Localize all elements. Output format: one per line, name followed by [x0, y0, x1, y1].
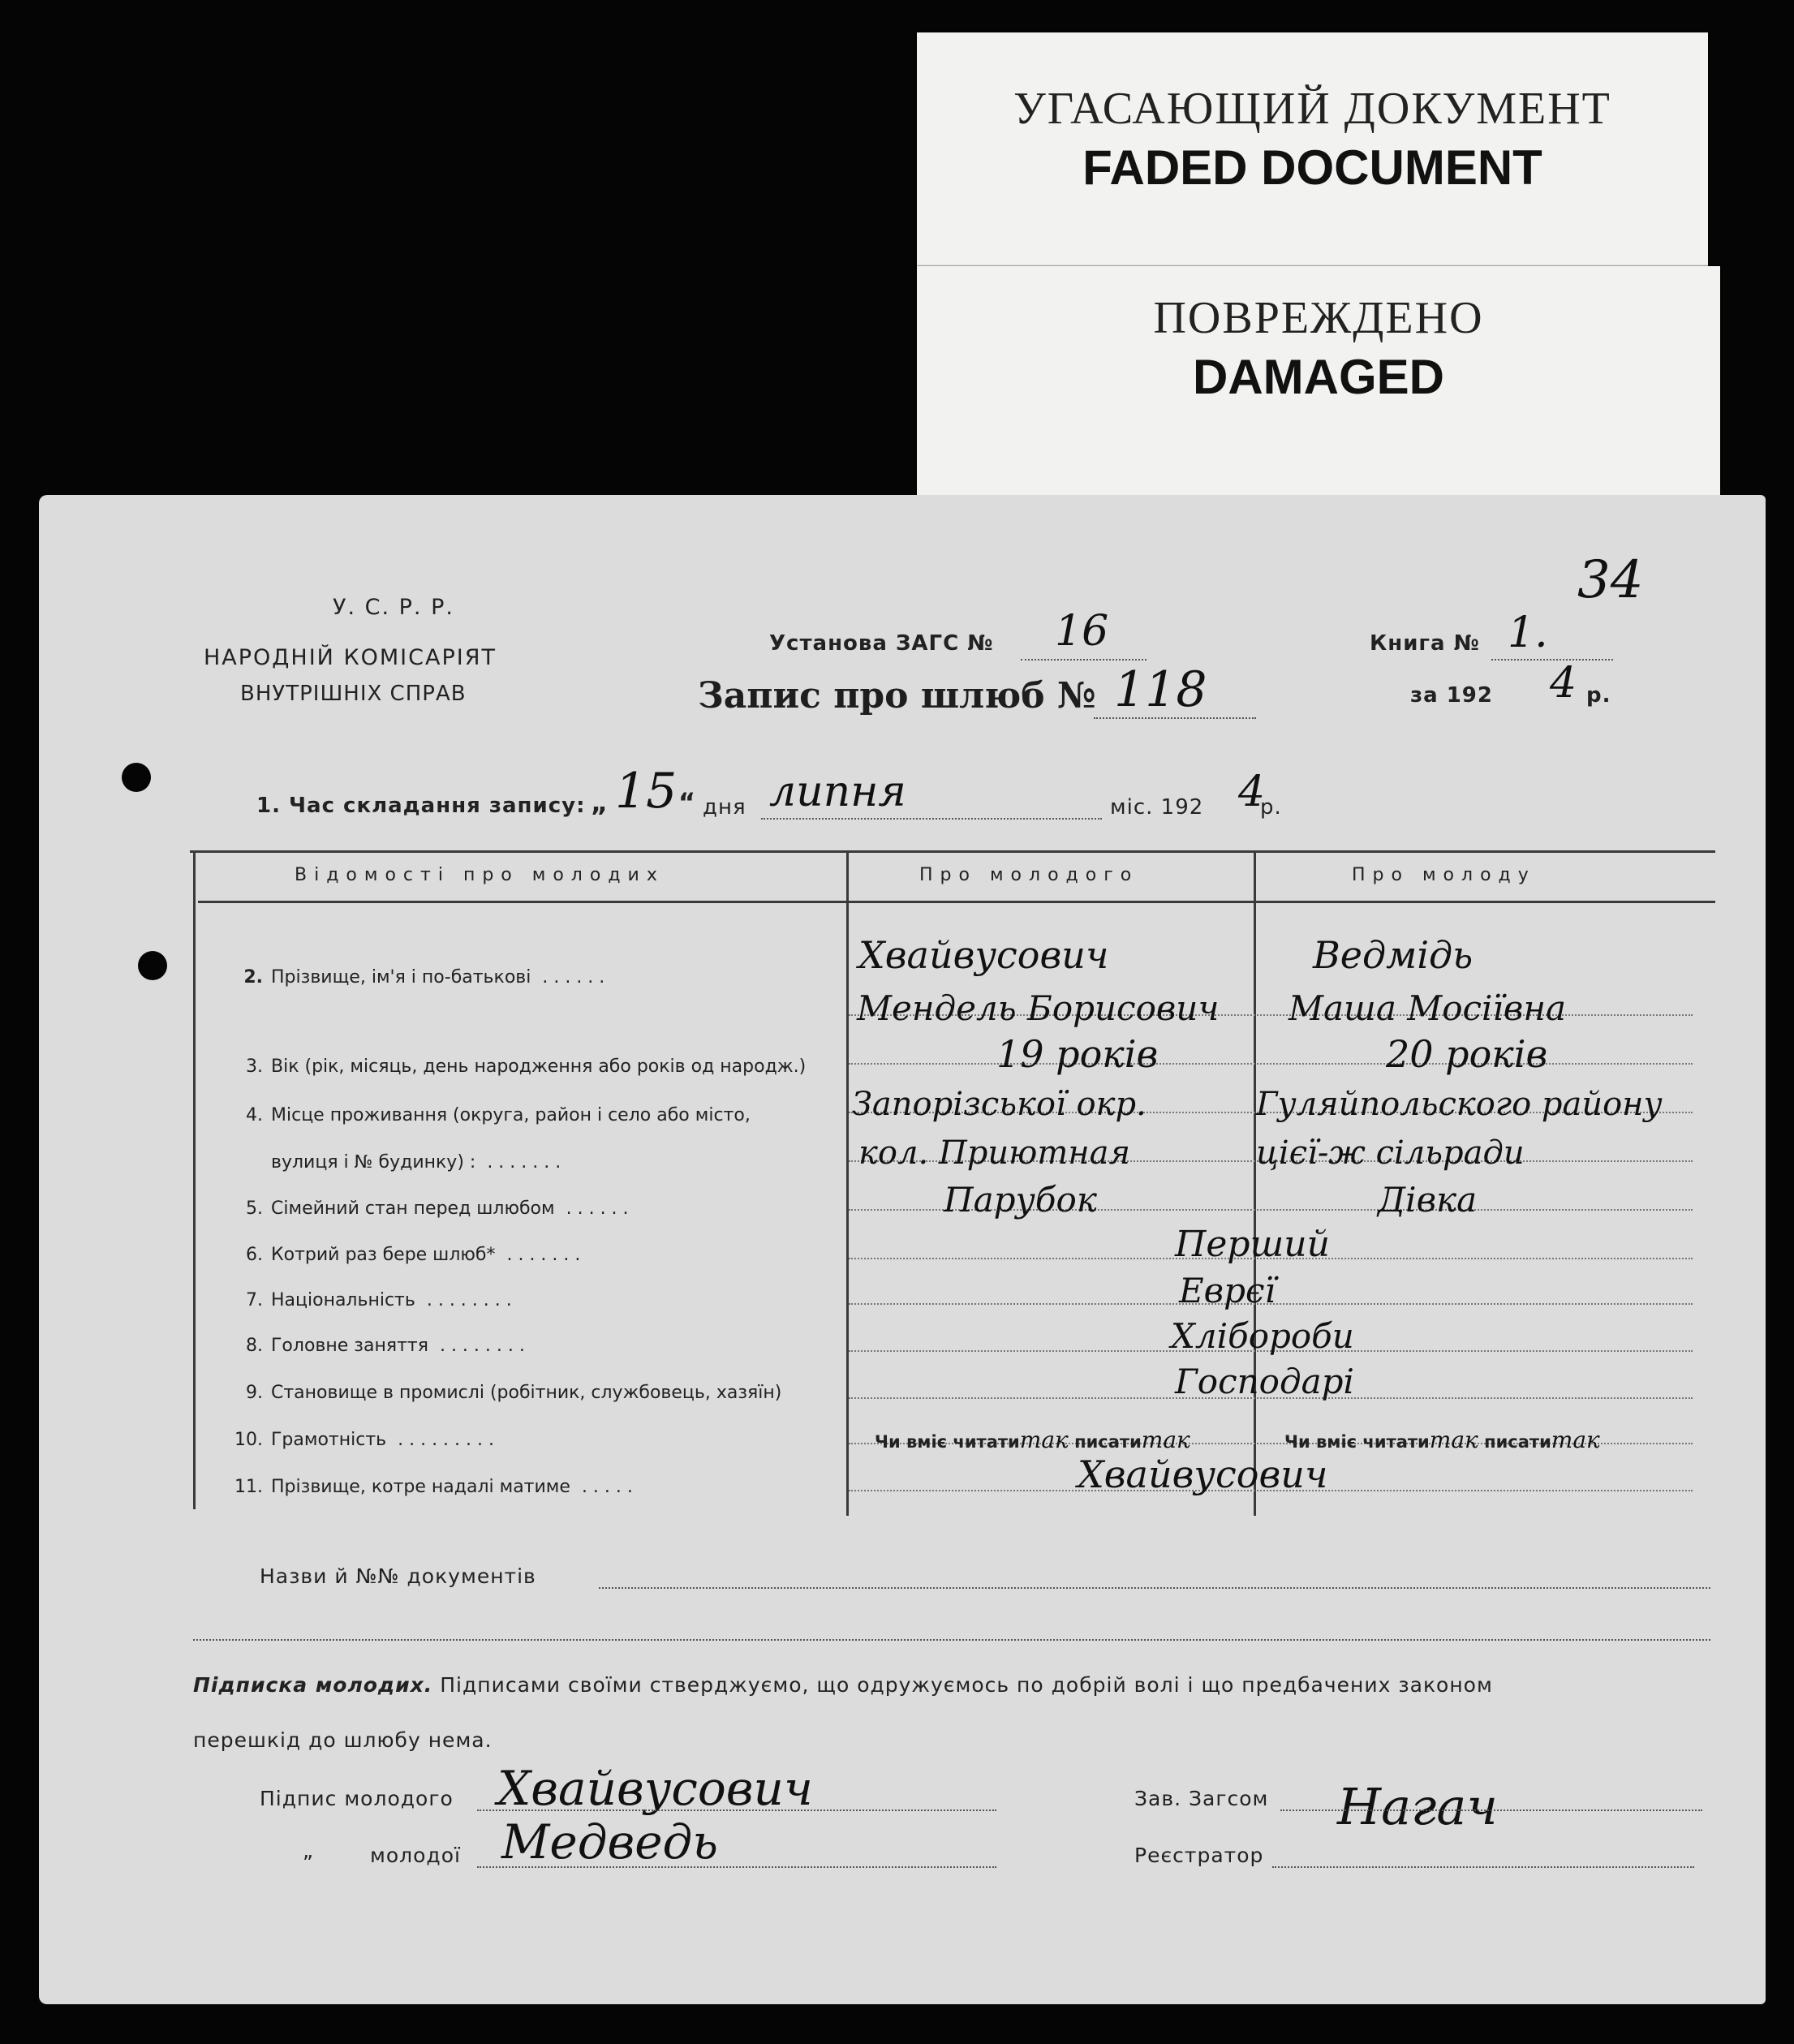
record-title: Запис про шлюб № [698, 675, 1096, 716]
punch-hole [138, 951, 167, 980]
record-day: 15 [615, 763, 678, 820]
book-label: Книга № [1370, 631, 1480, 656]
row-label-literacy: 10. Грамотність . . . . . . . . . [234, 1430, 494, 1450]
bride-residence-1: Гуляйпольского району [1256, 1086, 1663, 1123]
bride-signature: Медведь [501, 1814, 718, 1870]
column-header-bride: Про молоду [1352, 865, 1536, 885]
punch-hole [122, 763, 151, 792]
record-number: 118 [1114, 661, 1207, 718]
damaged-label-cyrillic: ПОВРЕЖДЕНО [1153, 293, 1484, 343]
groom-signature: Хвайвусович [497, 1761, 813, 1816]
head-zags-line [1280, 1809, 1702, 1811]
occupation-value: Хлібороби [1171, 1316, 1354, 1356]
documents-label: Назви й №№ документів [260, 1564, 536, 1588]
row-label-residence-cont: вулиця і № будинку) : . . . . . . . [271, 1152, 561, 1173]
record-year-suffix: р. [1260, 795, 1282, 820]
page-number: 34 [1577, 550, 1644, 610]
record-month: липня [769, 768, 906, 816]
row-label-industry-position: 9. Становище в промислі (робітник, службовець, хазяїн) [246, 1383, 782, 1403]
month-line [761, 818, 1102, 820]
head-zags-signature: Нагач [1337, 1777, 1498, 1836]
bride-name: Маша Мосіївна [1288, 988, 1567, 1028]
record-time-label: 1. Час складання запису: [256, 794, 586, 818]
bride-signature-label: молодої [370, 1844, 461, 1867]
row-line [849, 1063, 1693, 1065]
row-label-occupation: 8. Головне заняття . . . . . . . . [246, 1336, 525, 1356]
faded-document-label [917, 32, 1708, 276]
bride-residence-2: цієї-ж сільради [1256, 1134, 1525, 1172]
record-year-digit: 4 [1238, 768, 1266, 816]
quote-close: “ [678, 787, 698, 818]
record-number-line [1094, 717, 1256, 719]
row-label-marital: 5. Сімейний стан перед шлюбом . . . . . . [246, 1198, 629, 1219]
faded-label-english: FADED DOCUMENT [1082, 140, 1542, 195]
damaged-document-label [917, 266, 1720, 510]
day-label: дня [703, 795, 746, 820]
zags-number: 16 [1055, 607, 1109, 656]
groom-read-value: так [1019, 1426, 1069, 1453]
couple-statement-cont: перешкід до шлюбу нема. [193, 1728, 493, 1752]
nationality-value: Еврєї [1179, 1271, 1276, 1310]
groom-residence-1: Запорізської окр. [852, 1086, 1147, 1123]
row-label-nationality: 7. Національність . . . . . . . . [246, 1290, 512, 1310]
row-label-future-surname: 11. Прізвище, котре надалі матиме . . . . . [234, 1477, 633, 1497]
bride-write-value: так [1551, 1426, 1600, 1453]
bride-surname: Ведмідь [1313, 933, 1473, 977]
groom-marital-status: Парубок [944, 1180, 1097, 1220]
damaged-label-english: DAMAGED [1193, 350, 1444, 404]
groom-literacy: Чи вміє читатитак писатитак [875, 1426, 1190, 1453]
groom-residence-2: кол. Приютная [858, 1134, 1130, 1172]
bride-signature-line [477, 1866, 996, 1868]
bride-read-value: так [1429, 1426, 1478, 1453]
row-label-name: 2. Прізвище, ім'я і по-батькові . . . . . . [243, 967, 605, 988]
column-header-about: Відомості про молодих [295, 865, 665, 885]
month-label: міс. 192 [1110, 795, 1204, 820]
zags-number-line [1021, 659, 1147, 661]
marriage-record-form [39, 495, 1766, 2004]
head-zags-label: Зав. Загсом [1134, 1787, 1269, 1810]
times-married-value: Перший [1175, 1224, 1330, 1265]
year-label: за 192 [1410, 683, 1493, 708]
ministry-name-line2: ВНУТРІШНІХ СПРАВ [240, 682, 467, 706]
groom-signature-label: Підпис молодого [260, 1787, 454, 1810]
groom-surname: Хвайвусович [858, 933, 1109, 977]
year-suffix: р. [1586, 683, 1611, 708]
groom-signature-line [477, 1809, 996, 1811]
registrar-line [1272, 1866, 1694, 1868]
row-label-residence: 4. Місце проживання (округа, район і село або місто, [246, 1105, 751, 1125]
ministry-name-line1: НАРОДНІЙ КОМІСАРІЯТ [204, 645, 497, 670]
row-label-times-married: 6. Котрий раз бере шлюб* . . . . . . . [246, 1245, 581, 1265]
bride-literacy: Чи вміє читатитак писатитак [1284, 1426, 1600, 1453]
groom-write-value: так [1141, 1426, 1190, 1453]
groom-age: 19 років [996, 1032, 1159, 1076]
registrar-label: Реєстратор [1134, 1844, 1264, 1867]
quote-open: „ [591, 787, 610, 818]
bride-signature-prefix: „ [303, 1839, 314, 1862]
column-header-groom: Про молодого [919, 865, 1139, 885]
industry-position-value: Господарі [1175, 1362, 1354, 1401]
groom-name: Мендель Борисович [857, 988, 1220, 1028]
book-number: 1. [1508, 609, 1548, 657]
bride-age: 20 років [1386, 1032, 1548, 1076]
documents-line [599, 1587, 1710, 1589]
future-surname-value: Хвайвусович [1078, 1452, 1328, 1496]
zags-label: Установа ЗАГС № [769, 631, 994, 656]
faded-label-cyrillic: УГАСАЮЩИЙ ДОКУМЕНТ [1013, 84, 1611, 134]
year-digit: 4 [1550, 659, 1577, 708]
bride-marital-status: Дівка [1378, 1180, 1478, 1220]
row-label-age: 3. Вік (рік, місяць, день народження або років од народж.) [246, 1056, 807, 1077]
republic-abbrev: У. С. Р. Р. [333, 595, 454, 620]
documents-line-2 [193, 1639, 1710, 1641]
couple-statement: Підписка молодих. Підписами своїми стверджуємо, що одружуємось по добрій волі і що предбачених законом [193, 1673, 1493, 1697]
